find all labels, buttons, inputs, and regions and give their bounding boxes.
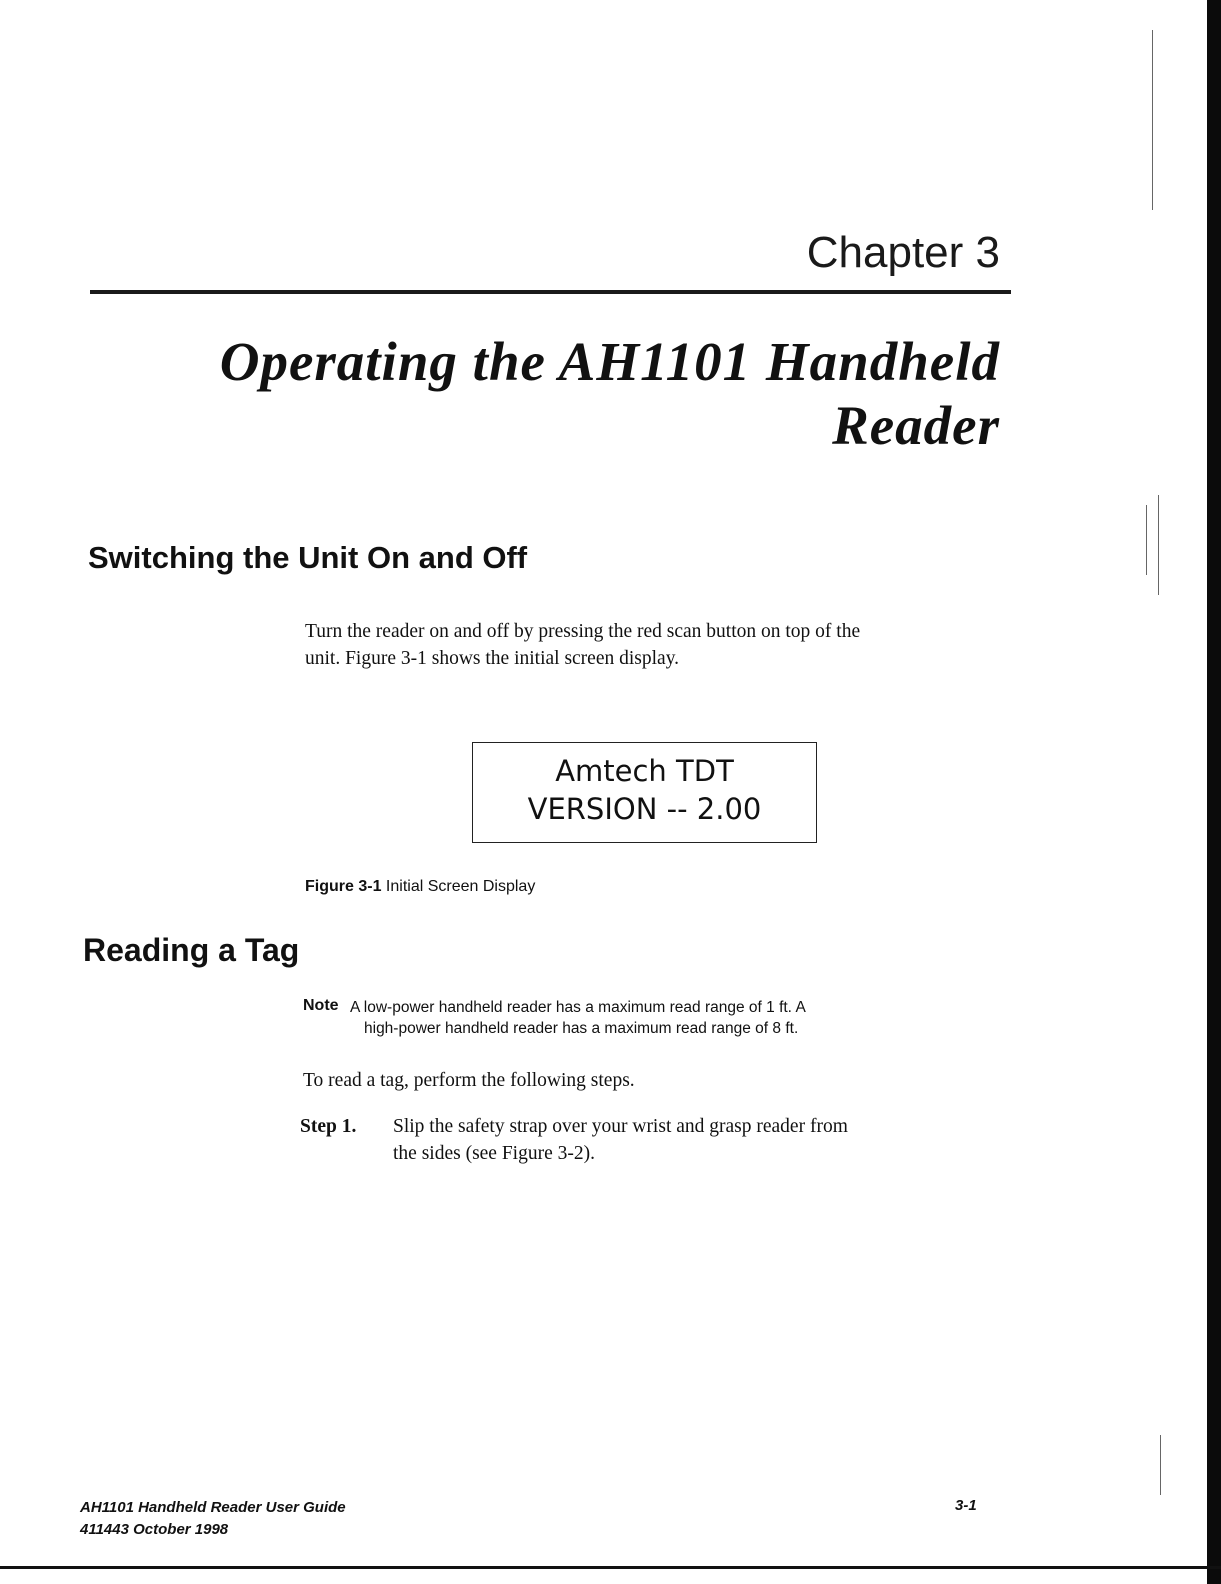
switching-paragraph-line1: Turn the reader on and off by pressing the red scan button on top of the (305, 621, 861, 642)
section-heading-reading: Reading a Tag (83, 932, 300, 968)
scan-right-edge (1207, 0, 1221, 1584)
step-1-line2: the sides (see Figure 3-2). (393, 1143, 595, 1164)
note-line1: A low-power handheld reader has a maximum read range of 1 ft. A (350, 999, 806, 1016)
note-line2: high-power handheld reader has a maximum read range of 8 ft. (364, 1020, 799, 1037)
scan-binding-mark (1158, 495, 1159, 595)
scan-binding-mark (1160, 1435, 1161, 1495)
figure-caption-label: Figure 3-1 (305, 878, 382, 895)
footer-page-number: 3-1 (955, 1497, 977, 1514)
scan-binding-mark (1146, 505, 1147, 575)
chapter-title-line2: Reader (832, 395, 1000, 456)
screen-line2: VERSION -- 2.00 (527, 792, 762, 826)
switching-paragraph (305, 618, 995, 672)
note-text (350, 997, 990, 1039)
scan-binding-mark (1152, 30, 1153, 210)
steps-intro: To read a tag, perform the following steps. (303, 1070, 635, 1091)
step-1-line1: Slip the safety strap over your wrist and grasp reader from (393, 1116, 848, 1137)
chapter-title-line1: Operating the AH1101 Handheld (219, 331, 1000, 392)
initial-screen-display-figure (472, 742, 817, 843)
step-1-label: Step 1. (300, 1116, 357, 1137)
footer-doc-info: 411443 October 1998 (80, 1521, 229, 1538)
screen-line1: Amtech TDT (555, 754, 734, 788)
bottom-scan-rule (0, 1566, 1221, 1569)
figure-caption-text: Initial Screen Display (385, 878, 536, 895)
section-heading-switching: Switching the Unit On and Off (88, 540, 528, 575)
footer-guide-title: AH1101 Handheld Reader User Guide (80, 1499, 346, 1516)
step-1-text (393, 1113, 993, 1167)
switching-paragraph-line2: unit. Figure 3-1 shows the initial screen display. (305, 648, 680, 669)
chapter-title (60, 330, 1000, 458)
note-label: Note (303, 997, 339, 1014)
chapter-divider (90, 290, 1011, 294)
chapter-label: Chapter 3 (806, 228, 1000, 277)
figure-caption (305, 878, 535, 896)
